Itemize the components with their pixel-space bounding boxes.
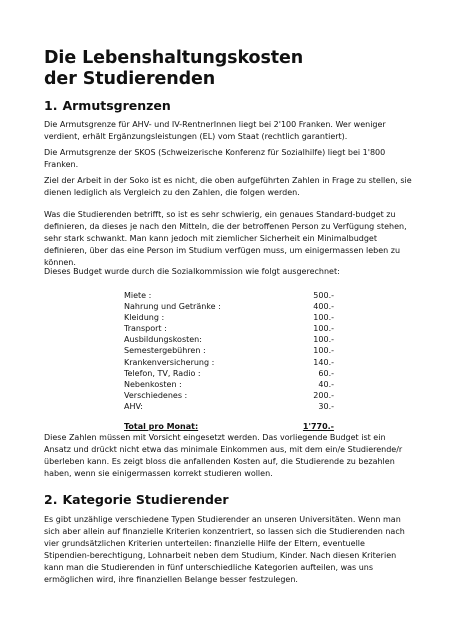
- budget-row: [124, 401, 334, 412]
- budget-label: Verschiedenes :: [124, 390, 188, 400]
- budget-label: Miete :: [124, 291, 152, 300]
- budget-total-label: Total pro Monat:: [124, 422, 199, 432]
- budget-row: [124, 301, 334, 312]
- paragraph-kategorien: Es gibt unzählige verschiedene Typen Studierender an unseren Universitäten. Wenn man sich aber allein auf finanzielle Kriterien konzentriert, so lassen sich die Studierenden nach vier grundsätzlichen Kriterien unterteilen: finanzielle Hilfe der Eltern, eventuelle Stipendien-berechtigung, Lohnarbeit neben dem Studium, Kinder. Nach diesen Kriterien kann man die Studierenden in fünf unterschiedliche Kategorien aufteilen, was uns ermöglichen wird, ihre finanziellen Belange besser festzulegen.: [44, 515, 405, 584]
- budget-label: Nahrung und Getränke :: [124, 302, 221, 312]
- paragraph-skos-armutsgrenze: Die Armutsgrenze der SKOS (Schweizerische Konferenz für Sozialhilfe) liegt bei 1'800 Franken.: [44, 148, 386, 169]
- section-heading-armutsgrenzen: [44, 98, 171, 113]
- paragraph-ziel-soko: Ziel der Arbeit in der Soko ist es nicht, die oben aufgeführten Zahlen in Frage zu stellen, sie dienen lediglich als Vergleich zu den Zahlen, die folgen werden.: [44, 176, 412, 197]
- page-title-line2: der Studierenden: [44, 69, 216, 89]
- budget-value: 100.-: [313, 335, 334, 345]
- budget-row: [124, 312, 334, 323]
- page-title: [44, 48, 303, 90]
- budget-value: 400.-: [313, 302, 334, 312]
- budget-label: Semestergebühren :: [124, 346, 206, 356]
- budget-value: 100.-: [313, 313, 334, 323]
- budget-row: [124, 390, 334, 401]
- page-title-line1: Die Lebenshaltungskosten: [44, 48, 304, 68]
- paragraph-standard-budget: Was die Studierenden betrifft, so ist es sehr schwierig, ein genaues Standard-budget zu definieren, da dieses je nach den Mitteln, die der betroffenen Person zu Verfügung stehen, sehr stark schwankt. Man kann jedoch mit ziemlicher Sicherheit ein Minimalbudget definieren, über das eine Person im Studium verfügen muss, um einigermassen leben zu können.: [44, 210, 407, 267]
- paragraph-budget-caution: Diese Zahlen müssen mit Vorsicht eingesetzt werden. Das vorliegende Budget ist ein Ansatz und drückt nicht etwa das minimale Einkommen aus, mit dem ein/e Studierende/r überleben kann. Es zeigt bloss die anfallenden Kosten auf, die Studierende zu bezahlen haben, wenn sie einigermassen korrekt studieren wollen.: [44, 433, 403, 478]
- section-heading-kategorie: [44, 492, 229, 507]
- budget-row: [124, 368, 334, 379]
- budget-value: 60.-: [318, 368, 334, 378]
- budget-total-row: [124, 421, 334, 432]
- budget-label: Telefon, TV, Radio :: [124, 368, 201, 378]
- budget-value: 100.-: [313, 346, 334, 356]
- section-title: Kategorie Studierender: [62, 492, 229, 507]
- budget-row: [124, 290, 334, 301]
- budget-label: Ausbildungskosten:: [124, 335, 202, 345]
- budget-value: 140.-: [313, 357, 334, 367]
- budget-row: [124, 334, 334, 345]
- section-number: 2.: [44, 492, 58, 507]
- budget-row: [124, 345, 334, 356]
- budget-label: Krankenversicherung :: [124, 357, 215, 367]
- budget-label: Kleidung :: [124, 313, 165, 323]
- budget-value: 40.-: [318, 379, 334, 389]
- budget-label: AHV:: [124, 401, 144, 411]
- budget-row: [124, 379, 334, 390]
- budget-value: 500.-: [313, 291, 334, 300]
- budget-total-value: 1'770.-: [302, 422, 334, 432]
- budget-label: Nebenkosten :: [124, 379, 182, 389]
- budget-value: 30.-: [318, 401, 334, 411]
- section-number: 1.: [44, 98, 58, 113]
- budget-value: 100.-: [313, 324, 334, 334]
- budget-table: [124, 290, 334, 432]
- budget-label: Transport :: [124, 324, 167, 334]
- budget-row: [124, 323, 334, 334]
- budget-value: 200.-: [313, 390, 334, 400]
- section-title: Armutsgrenzen: [62, 98, 171, 113]
- paragraph-budget-intro: Dieses Budget wurde durch die Sozialkommission wie folgt ausgerechnet:: [44, 267, 340, 276]
- budget-row: [124, 357, 334, 368]
- paragraph-ahv-armutsgrenze: Die Armutsgrenze für AHV- und IV-RentnerInnen liegt bei 2'100 Franken. Wer weniger verdient, erhält Ergänzungsleistungen (EL) vom Staat (rechtlich garantiert).: [44, 120, 386, 141]
